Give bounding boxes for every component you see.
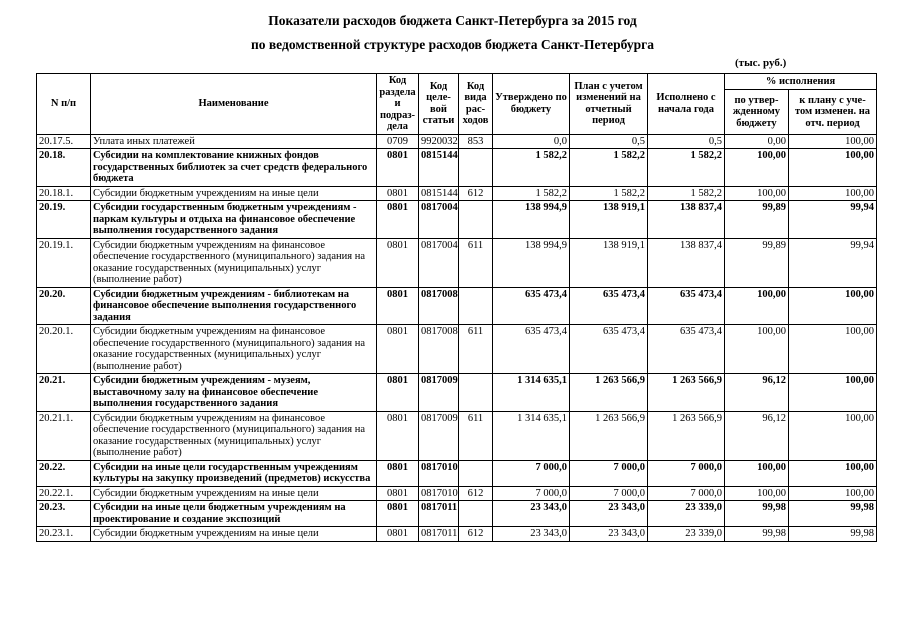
row-pct-budget: 96,12 [725,374,789,412]
row-type [459,149,493,187]
row-article: 9920032 [419,134,459,149]
document-subtitle: по ведомственной структуре расходов бюджета Санкт-Петербурга [250,37,655,52]
row-plan: 1 582,2 [570,149,648,187]
row-approved: 635 473,4 [493,325,570,374]
row-plan: 7 000,0 [570,486,648,501]
table-row [37,325,877,374]
row-section: 0801 [377,501,419,527]
table-row [37,411,877,460]
row-pct-budget: 99,89 [725,201,789,239]
row-type [459,501,493,527]
row-executed: 7 000,0 [648,486,725,501]
header-article: Код целе-вой статьи [419,74,459,135]
row-number: 20.20. [37,287,91,325]
row-name: Субсидии на иные цели бюджетным учреждениям на проектирование и создание экспозиций [91,501,377,527]
row-pct-plan: 100,00 [789,186,877,201]
row-type [459,460,493,486]
row-approved: 1 314 635,1 [493,411,570,460]
header-name: Наименование [91,74,377,135]
row-name: Субсидии бюджетным учреждениям на финансовое обеспечение государственного (муниципального) задания на оказание государственных (муниципальных) услуг (выполнение работ) [91,325,377,374]
row-plan: 138 919,1 [570,201,648,239]
row-name: Субсидии на комплектование книжных фондов государственных библиотек за счет средств федерального бюджета [91,149,377,187]
row-approved: 7 000,0 [493,460,570,486]
row-article: 0817009 [419,411,459,460]
row-section: 0801 [377,287,419,325]
row-approved: 23 343,0 [493,527,570,542]
row-number: 20.21.1. [37,411,91,460]
row-type: 611 [459,238,493,287]
row-name: Субсидии бюджетным учреждениям на иные цели [91,527,377,542]
header-num: N п/п [37,74,91,135]
row-plan: 1 263 566,9 [570,411,648,460]
row-section: 0801 [377,527,419,542]
row-pct-budget: 100,00 [725,186,789,201]
row-type: 612 [459,527,493,542]
row-pct-budget: 100,00 [725,460,789,486]
row-article: 0817011 [419,501,459,527]
row-name: Субсидии бюджетным учреждениям на финансовое обеспечение государственного (муниципального) задания на оказание государственных (муниципальных) услуг (выполнение работ) [91,238,377,287]
row-article: 0817008 [419,325,459,374]
row-article: 0817011 [419,527,459,542]
row-executed: 1 263 566,9 [648,374,725,412]
header-pct-budget: по утвер-жденному бюджету [725,90,789,134]
row-number: 20.21. [37,374,91,412]
table-row [37,149,877,187]
table-row [37,374,877,412]
row-article: 0817008 [419,287,459,325]
row-pct-plan: 99,94 [789,238,877,287]
row-section: 0709 [377,134,419,149]
row-pct-budget: 100,00 [725,325,789,374]
row-pct-plan: 100,00 [789,460,877,486]
row-approved: 1 582,2 [493,186,570,201]
row-section: 0801 [377,374,419,412]
row-article: 0817009 [419,374,459,412]
table-row [37,238,877,287]
row-type: 611 [459,325,493,374]
header-section: Код раздела и подраз-дела [377,74,419,135]
row-section: 0801 [377,460,419,486]
row-plan: 7 000,0 [570,460,648,486]
header-type: Код вида рас-ходов [459,74,493,135]
row-number: 20.20.1. [37,325,91,374]
row-pct-plan: 100,00 [789,374,877,412]
row-executed: 23 339,0 [648,501,725,527]
row-pct-budget: 99,98 [725,501,789,527]
row-pct-budget: 0,00 [725,134,789,149]
header-approved: Утверждено по бюджету [493,74,570,135]
header-executed: Исполнено с начала года [648,74,725,135]
row-pct-budget: 96,12 [725,411,789,460]
document-title: Показатели расходов бюджета Санкт-Петербурга за 2015 год [268,13,637,28]
row-article: 0817010 [419,460,459,486]
row-pct-budget: 100,00 [725,149,789,187]
row-name: Субсидии бюджетным учреждениям - библиотекам на финансовое обеспечение выполнения государственного задания [91,287,377,325]
row-type: 612 [459,486,493,501]
row-pct-budget: 100,00 [725,486,789,501]
table-row [37,527,877,542]
row-pct-plan: 100,00 [789,134,877,149]
row-plan: 1 263 566,9 [570,374,648,412]
row-executed: 23 339,0 [648,527,725,542]
row-number: 20.17.5. [37,134,91,149]
row-number: 20.18.1. [37,186,91,201]
row-section: 0801 [377,411,419,460]
row-section: 0801 [377,186,419,201]
row-type: 611 [459,411,493,460]
row-name: Субсидии государственным бюджетным учреждениям - паркам культуры и отдыха на финансовое обеспечение выполнения государственного задания [91,201,377,239]
header-percent-group: % исполнения [725,74,877,90]
row-pct-plan: 99,94 [789,201,877,239]
row-executed: 635 473,4 [648,287,725,325]
row-approved: 1 582,2 [493,149,570,187]
table-row [37,287,877,325]
row-plan: 0,5 [570,134,648,149]
row-executed: 635 473,4 [648,325,725,374]
row-pct-plan: 100,00 [789,149,877,187]
row-number: 20.23. [37,501,91,527]
row-section: 0801 [377,325,419,374]
header-pct-plan: к плану с уче-том изменен. на отч. период [789,90,877,134]
row-name: Уплата иных платежей [91,134,377,149]
row-name: Субсидии бюджетным учреждениям на иные цели [91,486,377,501]
row-name: Субсидии бюджетным учреждениям - музеям, выставочному залу на финансовое обеспечение выполнения государственного задания [91,374,377,412]
row-name: Субсидии бюджетным учреждениям на иные цели [91,186,377,201]
row-approved: 1 314 635,1 [493,374,570,412]
row-article: 0815144 [419,186,459,201]
row-type [459,287,493,325]
row-plan: 138 919,1 [570,238,648,287]
row-executed: 1 582,2 [648,149,725,187]
row-number: 20.19.1. [37,238,91,287]
row-type [459,201,493,239]
row-article: 0817004 [419,201,459,239]
row-executed: 1 263 566,9 [648,411,725,460]
row-type: 853 [459,134,493,149]
row-executed: 1 582,2 [648,186,725,201]
table-row [37,134,877,149]
table-row [37,486,877,501]
row-type [459,374,493,412]
row-pct-budget: 99,98 [725,527,789,542]
table-row [37,460,877,486]
row-number: 20.22. [37,460,91,486]
row-plan: 23 343,0 [570,501,648,527]
row-article: 0817004 [419,238,459,287]
row-pct-plan: 100,00 [789,287,877,325]
units-label: (тыс. руб.) [735,57,787,69]
row-section: 0801 [377,486,419,501]
row-executed: 0,5 [648,134,725,149]
budget-table [36,73,877,542]
row-name: Субсидии бюджетным учреждениям на финансовое обеспечение государственного (муниципального) задания на оказание государственных (муниципальных) услуг (выполнение работ) [91,411,377,460]
table-row [37,501,877,527]
row-number: 20.23.1. [37,527,91,542]
row-article: 0815144 [419,149,459,187]
row-number: 20.18. [37,149,91,187]
row-plan: 1 582,2 [570,186,648,201]
row-pct-plan: 100,00 [789,486,877,501]
row-type: 612 [459,186,493,201]
row-approved: 138 994,9 [493,238,570,287]
header-plan: План с учетом изменений на отчетный период [570,74,648,135]
row-executed: 138 837,4 [648,201,725,239]
table-row [37,201,877,239]
row-approved: 0,0 [493,134,570,149]
row-number: 20.22.1. [37,486,91,501]
row-plan: 23 343,0 [570,527,648,542]
row-section: 0801 [377,238,419,287]
row-section: 0801 [377,149,419,187]
row-pct-plan: 100,00 [789,411,877,460]
row-number: 20.19. [37,201,91,239]
row-name: Субсидии на иные цели государственным учреждениям культуры на закупку произведений (предметов) искусства [91,460,377,486]
row-executed: 7 000,0 [648,460,725,486]
row-plan: 635 473,4 [570,287,648,325]
row-pct-budget: 99,89 [725,238,789,287]
row-pct-plan: 99,98 [789,501,877,527]
row-pct-plan: 99,98 [789,527,877,542]
row-article: 0817010 [419,486,459,501]
row-pct-plan: 100,00 [789,325,877,374]
row-approved: 23 343,0 [493,501,570,527]
row-section: 0801 [377,201,419,239]
row-pct-budget: 100,00 [725,287,789,325]
row-approved: 7 000,0 [493,486,570,501]
row-approved: 138 994,9 [493,201,570,239]
row-executed: 138 837,4 [648,238,725,287]
row-plan: 635 473,4 [570,325,648,374]
table-row [37,186,877,201]
row-approved: 635 473,4 [493,287,570,325]
